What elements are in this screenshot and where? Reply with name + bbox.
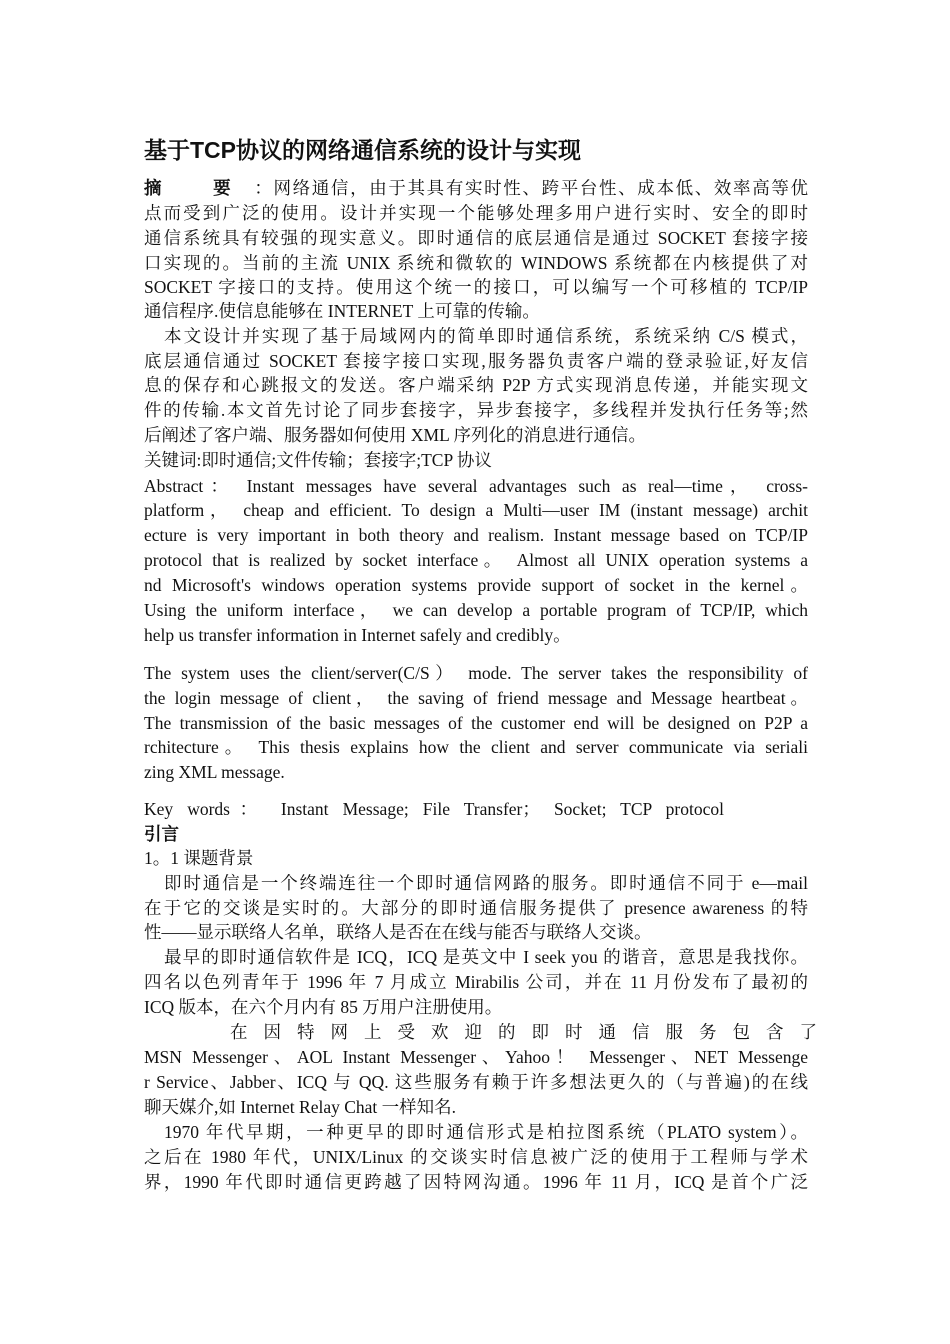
abstract-en-p2-line: the login message of client， the saving of friend message and Message heartbeat。	[144, 688, 808, 708]
abstract-en-p2-line: rchitecture。 This thesis explains how the client and server communicate via seriali	[144, 737, 808, 757]
abstract-label: 摘 要	[144, 178, 255, 198]
abstract-en-line: platform， cheap and efficient. To design a Multi—user IM (instant message) archit	[144, 500, 808, 520]
abstract-cn-line: SOCKET 字接口的支持。使用这个统一的接口，可以编写一个可移植的 TCP/IP	[144, 277, 808, 297]
abstract-cn-p2-line: 件的传输.本文首先讨论了同步套接字，异步套接字，多线程并发执行任务等;然	[144, 400, 808, 420]
abstract-en-line: nd Microsoft's windows operation systems provide support of socket in the kernel。	[144, 575, 808, 595]
abstract-cn-line: 点而受到广泛的使用。设计并实现一个能够处理多用户进行实时、安全的即时	[144, 203, 808, 223]
body-p3-first-line: 在因特网上受欢迎的即时通信服务包含了	[230, 1022, 833, 1042]
body-p1-line: 性——显示联络人名单，联络人是否在在线与能否与联络人交谈。	[144, 922, 652, 942]
body-p2-line: 最早的即时通信软件是 ICQ，ICQ 是英文中 I seek you 的谐音，意思是我找你。	[164, 947, 808, 967]
abstract-cn-p2-line: 息的保存和心跳报文的发送。客户端采纳 P2P 方式实现消息传递，并能实现文	[144, 375, 808, 395]
body-p4-line: 1970 年代早期，一种更早的即时通信形式是柏拉图系统（PLATO system）。	[164, 1122, 808, 1142]
body-p3-line: 聊天媒介,如 Internet Relay Chat 一样知名.	[144, 1097, 457, 1117]
document-title: 基于TCP协议的网络通信系统的设计与实现	[144, 137, 581, 163]
section-heading-intro: 引言	[144, 824, 179, 844]
keywords-cn: 关键词:即时通信;文件传输；套接字;TCP 协议	[144, 450, 492, 470]
abstract-en-p2-line: The transmission of the basic messages of the customer end will be designed on P2P a	[144, 713, 808, 733]
body-p4-line: 界，1990 年代即时通信更跨越了因特网沟通。1996 年 11 月，ICQ 是首个广泛	[144, 1172, 808, 1192]
abstract-en-line: protocol that is realized by socket interface。 Almost all UNIX operation systems a	[144, 550, 808, 570]
abstract-cn-line-1: 摘 要：网络通信，由于其具有实时性、跨平台性、成本低、效率高等优	[144, 178, 809, 198]
abstract-en-line: help us transfer information in Internet safely and credibly。	[144, 625, 571, 645]
body-p1-line: 在于它的交谈是实时的。大部分的即时通信服务提供了 presence awareness 的特	[144, 898, 808, 918]
abstract-en-line: Abstract： Instant messages have several advantages such as real—time， cross-	[144, 476, 808, 496]
abstract-cn-line: 通信程序.使信息能够在 INTERNET 上可靠的传输。	[144, 301, 540, 321]
abstract-en-line: ecture is very important in both theory and realism. Instant message based on TCP/IP	[144, 525, 808, 545]
body-p2-line: ICQ 版本，在六个月内有 85 万用户注册使用。	[144, 997, 503, 1017]
abstract-en-p2-line: The system uses the client/server(C/S） mode. The server takes the responsibility of	[144, 663, 808, 683]
body-p2-line: 四名以色列青年于 1996 年 7 月成立 Mirabilis 公司，并在 11 月份发布了最初的	[144, 972, 808, 992]
abstract-cn-p2-line: 本文设计并实现了基于局域网内的简单即时通信系统，系统采纳 C/S 模式，	[164, 326, 808, 346]
section-heading-1-1: 1。1 课题背景	[144, 848, 254, 868]
abstract-cn-p2-line: 底层通信通过 SOCKET 套接字接口实现,服务器负责客户端的登录验证,好友信	[144, 351, 808, 371]
abstract-cn-p2-line: 后阐述了客户端、服务器如何使用 XML 序列化的消息进行通信。	[144, 425, 646, 445]
keywords-en: Key words： Instant Message; File Transfer； Socket; TCP protocol	[144, 799, 724, 819]
body-p4-line: 之后在 1980 年代，UNIX/Linux 的交谈实时信息被广泛的使用于工程师与学术	[144, 1147, 808, 1167]
body-p3-line: r Service、Jabber、ICQ 与 QQ. 这些服务有赖于许多想法更久的（与普遍)的在线	[144, 1072, 808, 1092]
body-p3-line: MSN Messenger、AOL Instant Messenger、Yahoo！ Messenger、NET Messenge	[144, 1047, 808, 1067]
abstract-en-line: Using the uniform interface， we can develop a portable program of TCP/IP, which	[144, 600, 808, 620]
abstract-cn-line: 口实现的。当前的主流 UNIX 系统和微软的 WINDOWS 系统都在内核提供了对	[144, 253, 808, 273]
body-p1-line: 即时通信是一个终端连往一个即时通信网路的服务。即时通信不同于 e—mail	[164, 873, 808, 893]
abstract-cn-line: 通信系统具有较强的现实意义。即时通信的底层通信是通过 SOCKET 套接字接	[144, 228, 808, 248]
abstract-en-p2-line: zing XML message.	[144, 762, 285, 782]
